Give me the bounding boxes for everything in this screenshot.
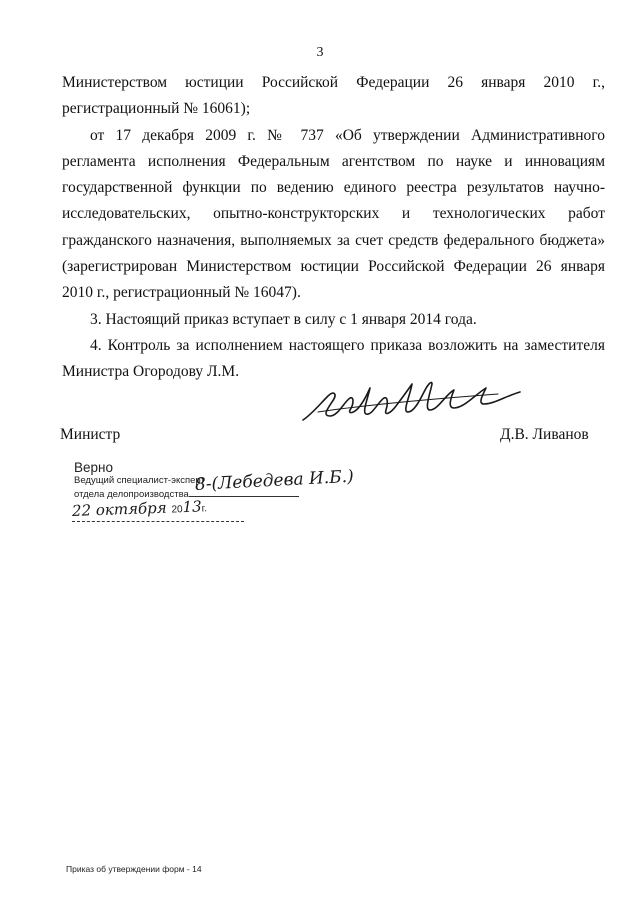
cert-year-handwritten: 13 — [182, 497, 202, 517]
cert-handwritten-date-line — [72, 497, 207, 520]
signer-title: Министр — [60, 426, 121, 443]
cert-handwritten-signature: 8-(Лебедева И.Б.) — [194, 466, 355, 495]
minister-signature-image — [298, 372, 538, 432]
paragraph-control: 4. Контроль за исполнением настоящего приказа возложить на заместителя Министра Огородову Л.М. — [62, 336, 605, 381]
document-body — [62, 70, 605, 386]
paragraph-effective-date: 3. Настоящий приказ вступает в силу с 1 января 2014 года. — [90, 310, 477, 328]
cert-verified-label: Верно — [74, 460, 113, 475]
page-number: 3 — [316, 45, 324, 60]
cert-position-line1: Ведущий специалист-эксперт — [74, 475, 205, 486]
cert-handwritten-date: 22 октября — [71, 498, 167, 520]
signer-name: Д.В. Ливанов — [500, 426, 589, 443]
cert-year-suffix: г. — [201, 503, 208, 515]
cert-date-underline — [72, 521, 244, 522]
footer-text: Приказ об утверждении форм - 14 — [66, 864, 202, 874]
paragraph-continuation: Министерством юстиции Российской Федерации 26 января 2010 г., регистрационный № 16061); — [62, 74, 605, 118]
cert-year-prefix: 20 — [171, 504, 183, 516]
paragraph-order-737: от 17 декабря 2009 г. № 737 «Об утверждении Административного регламента исполнения Федеральным агентством по науке и инновациям государственной функции по ведению единого реестра результатов научно-исследовательских, опытно-конструкторских и технологических работ гражданского назначения, выполняемых за счет средств федерального бюджета» (зарегистрирован Министерством юстиции Российской Федерации 26 января 2010 г., регистрационный № 16047). — [62, 126, 605, 302]
cert-position-line2: отдела делопроизводства — [74, 489, 189, 500]
